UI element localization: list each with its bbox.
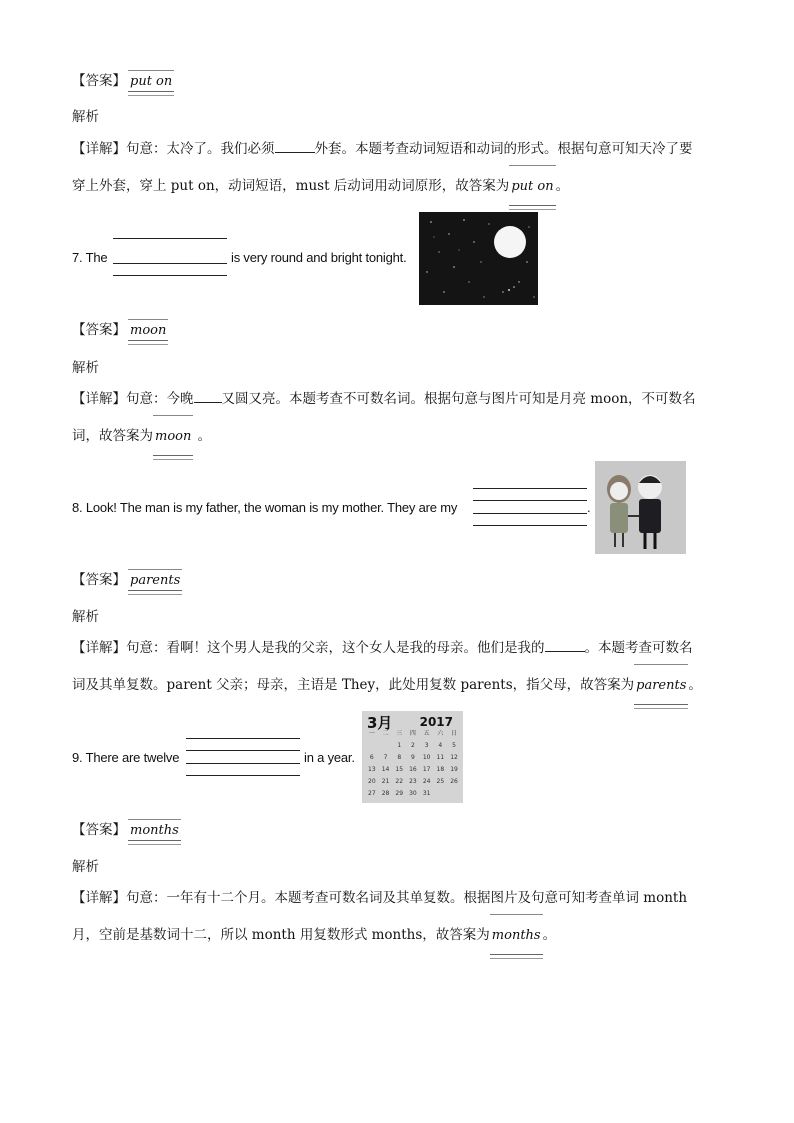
blank <box>545 638 585 652</box>
question-9-suffix: in a year. <box>304 750 355 765</box>
question-8: 8. Look! The man is my father, the woman is my mother. They are my <box>72 500 458 515</box>
calendar-day: 25 <box>436 778 445 785</box>
answer-block-9: 【答案】 months <box>72 821 181 841</box>
calendar-day: 27 <box>368 790 376 797</box>
blank <box>275 139 315 153</box>
calendar-day: 22 <box>395 778 404 785</box>
detail-label: 【详解】 <box>72 141 126 157</box>
handwritten-answer: months <box>128 822 181 841</box>
question-9: 9. There are twelve <box>72 750 180 765</box>
handwritten-answer: moon <box>153 418 193 456</box>
calendar-day: 7 <box>383 754 388 761</box>
calendar-day: 4 <box>438 742 443 749</box>
calendar-day: 21 <box>381 778 390 785</box>
question-8-suffix: . <box>587 500 591 515</box>
handwritten-answer: put on <box>509 168 555 206</box>
detail-paragraph-7: 【详解】句意：今晚 又圆又亮。本题考查不可数名词。根据句意与图片可知是月亮 moon，不可数名 词，故答案为 moon 。 <box>72 381 722 456</box>
calendar-weekday: 四 <box>409 730 416 737</box>
answer-lines-8 <box>473 488 587 528</box>
answer-block-6 <box>72 72 174 92</box>
answer-lines-9 <box>186 738 300 778</box>
calendar-day: 24 <box>422 778 431 785</box>
answer-lines-7 <box>113 238 227 278</box>
analysis-heading-6: 解析 <box>72 109 99 125</box>
calendar-weekday: 一 <box>368 730 375 737</box>
handwritten-answer: parents <box>128 572 182 591</box>
calendar-day: 12 <box>450 754 458 761</box>
question-7: 7. The <box>72 250 108 265</box>
answer-label: 【答案】 <box>72 73 126 89</box>
calendar-day: 28 <box>381 790 390 797</box>
calendar-day: 17 <box>422 766 431 773</box>
calendar-day: 20 <box>368 778 376 785</box>
detail-paragraph-6: 【详解】句意：太冷了。我们必须 外套。本题考查动词短语和动词的形式。根据句意可知天冷了要 穿上外套，穿上 put on，动词短语，must 后动词用动词原形，故答案为 put on 。 <box>72 131 722 206</box>
calendar-weekday: 三 <box>396 730 403 737</box>
calendar-day: 9 <box>411 754 415 761</box>
analysis-heading-7: 解析 <box>72 360 99 376</box>
analysis-heading-8: 解析 <box>72 609 99 625</box>
calendar-day: 29 <box>395 790 404 797</box>
blank <box>194 389 222 403</box>
calendar-day: 10 <box>422 754 431 761</box>
calendar-day: 1 <box>397 742 402 749</box>
question-7-suffix: is very round and bright tonight. <box>231 250 407 265</box>
calendar-day: 23 <box>409 778 417 785</box>
calendar-image <box>362 711 463 803</box>
calendar-day: 18 <box>436 766 445 773</box>
calendar-day: 8 <box>397 754 402 761</box>
detail-paragraph-8: 【详解】句意：看啊！这个男人是我的父亲，这个女人是我的母亲。他们是我的 。本题考查可数名 词及其单复数。parent 父亲；母亲，主语是 They，此处用复数 parents，指父母，故答案为 parents 。 <box>72 630 722 705</box>
detail-paragraph-9: 【详解】句意：一年有十二个月。本题考查可数名词及其单复数。根据图片及句意可知考查单词 month 月，空前是基数词十二，所以 month 用复数形式 months，故答案为 months 。 <box>72 880 722 955</box>
handwritten-answer: parents <box>634 667 688 705</box>
calendar-day: 6 <box>369 754 374 761</box>
handwritten-answer: put on <box>128 73 174 92</box>
calendar-day: 13 <box>368 766 376 773</box>
moon-night-image <box>419 212 538 305</box>
calendar-day: 19 <box>450 766 458 773</box>
calendar-day: 11 <box>436 754 445 761</box>
calendar-weekday: 日 <box>451 730 458 737</box>
answer-block-8: 【答案】 parents <box>72 571 182 591</box>
calendar-day: 30 <box>409 790 417 797</box>
calendar-day: 31 <box>422 790 431 797</box>
calendar-day: 5 <box>452 742 456 749</box>
handwritten-answer: moon <box>128 322 168 341</box>
calendar-weekday: 五 <box>423 730 430 737</box>
calendar-day: 15 <box>395 766 404 773</box>
calendar-year: 2017 <box>419 715 453 729</box>
calendar-day: 16 <box>409 766 417 773</box>
calendar-day: 26 <box>450 778 458 785</box>
calendar-day: 3 <box>424 742 429 749</box>
parents-image <box>595 461 686 554</box>
handwritten-answer: months <box>490 917 543 955</box>
calendar-day: 2 <box>411 742 415 749</box>
answer-block-7: 【答案】 moon <box>72 321 168 341</box>
calendar-weekday: 六 <box>437 730 444 737</box>
calendar-weekday: 二 <box>382 730 389 737</box>
calendar-day: 14 <box>381 766 390 773</box>
calendar-month: 3月 <box>367 714 393 732</box>
analysis-heading-9: 解析 <box>72 859 99 875</box>
